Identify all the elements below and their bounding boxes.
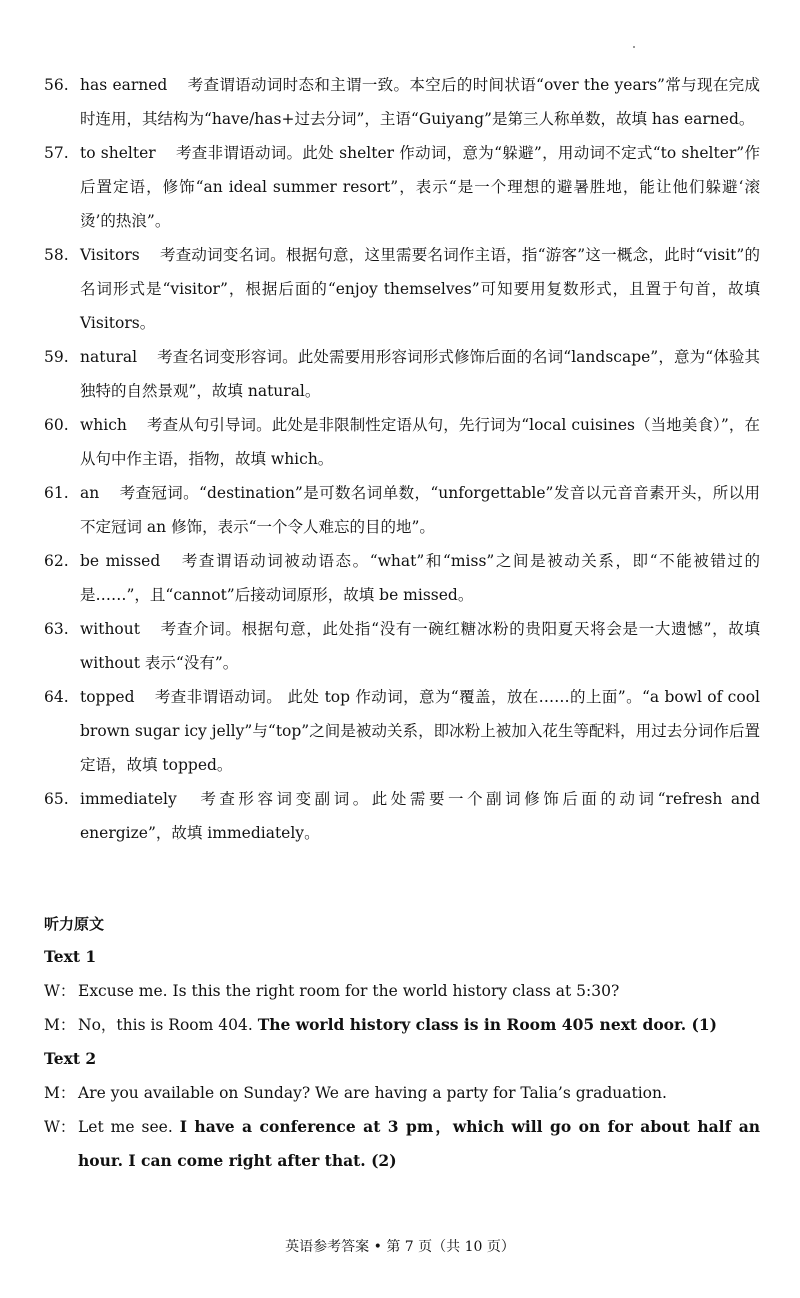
dialogue-text: Are you available on Sunday? We are having a party for Talia’s graduation. [78, 1084, 667, 1102]
answer-number: 56. [44, 76, 69, 94]
answer-explanation: 考查非谓语动词。此处 shelter 作动词，意为“躲避”，用动词不定式“to shelter”作后置定语，修饰“an ideal summer resort”，表示“是一个理想的避暑胜地，能让他们躲避‘滚烫’的热浪”。 [80, 144, 760, 230]
answer-explanation: 考查谓语动词被动语态。“what”和“miss”之间是被动关系，即“不能被错过的是……”，且“cannot”后接动词原形，故填 be missed。 [80, 552, 761, 604]
answer-number: 59. [44, 348, 69, 366]
text-title: Text 2 [44, 1049, 97, 1068]
answer-number: 57. [44, 144, 69, 162]
answer-number: 65. [44, 790, 69, 808]
answer-item [44, 476, 760, 544]
answer-key: immediately [80, 790, 177, 808]
answer-item [44, 136, 760, 238]
answer-number: 63. [44, 620, 69, 638]
answer-explanation: 考查介词。根据句意，此处指“没有一碗红糖冰粉的贵阳夏天将会是一大遗憾”，故填 without 表示“没有”。 [80, 620, 760, 672]
dialogue-text: No，this is Room 404. [78, 1016, 258, 1034]
answer-number: 60. [44, 416, 69, 434]
answer-key: which [80, 416, 127, 434]
transcript-heading: 听力原文 [44, 915, 105, 933]
speaker-label: M： [44, 1084, 76, 1102]
answer-explanations [44, 68, 760, 850]
answer-number: 58. [44, 246, 69, 264]
answer-explanation: 考查冠词。“destination”是可数名词单数，“unforgettable”发音以元音音素开头，所以用不定冠词 an 修饰，表示“一个令人难忘的目的地”。 [80, 484, 760, 536]
answer-item [44, 782, 760, 850]
answer-explanation: 考查从句引导词。此处是非限制性定语从句，先行词为“local cuisines（当地美食）”，在从句中作主语，指物，故填 which。 [80, 416, 760, 468]
answer-key: without [80, 620, 140, 638]
answer-explanation: 考查非谓语动词。 此处 top 作动词，意为“覆盖，放在……的上面”。“a bowl of cool brown sugar icy jelly”与“top”之间是被动关系，即冰粉上被加入花生等配料，用过去分词作后置定语，故填 topped。 [80, 688, 760, 774]
answer-key: natural [80, 348, 138, 366]
dialogue-line [44, 1110, 760, 1178]
listening-transcript [44, 908, 760, 1178]
page-footer: 英语参考答案 • 第 7 页（共 10 页） [285, 1239, 515, 1255]
dialogue-line [44, 1008, 760, 1042]
answer-number: 64. [44, 688, 69, 706]
text-title: Text 1 [44, 947, 97, 966]
answer-key: has earned [80, 76, 168, 94]
dialogue-answer-text: I have a conference at 3 pm，which will go on for about half an hour. I can come right after that. (2) [78, 1117, 761, 1170]
answer-explanation: 考查形容词变副词。此处需要一个副词修饰后面的动词“refresh and energize”，故填 immediately。 [80, 790, 760, 842]
answer-item [44, 680, 760, 782]
answer-explanation: 考查谓语动词时态和主谓一致。本空后的时间状语“over the years”常与现在完成时连用，其结构为“have/has+过去分词”，主语“Guiyang”是第三人称单数，故填 has earned。 [80, 76, 760, 128]
answer-key: to shelter [80, 144, 156, 162]
answer-key: an [80, 484, 100, 502]
dialogue-line [44, 974, 760, 1008]
answer-item [44, 68, 760, 136]
speaker-label: W： [44, 982, 76, 1000]
speaker-label: M： [44, 1016, 76, 1034]
answer-number: 61. [44, 484, 69, 502]
dialogue-answer-text: The world history class is in Room 405 next door. (1) [257, 1015, 717, 1034]
dialogue-line [44, 1076, 760, 1110]
answer-number: 62. [44, 552, 69, 570]
answer-key: Visitors [80, 246, 140, 264]
answer-key: be missed [80, 552, 161, 570]
dialogue-text: Excuse me. Is this the right room for the world history class at 5:30? [78, 982, 620, 1000]
scan-dot [633, 46, 635, 48]
answer-item [44, 408, 760, 476]
speaker-label: W： [44, 1118, 76, 1136]
answer-item [44, 612, 760, 680]
answer-item [44, 544, 760, 612]
answer-item [44, 238, 760, 340]
answer-explanation: 考查动词变名词。根据句意，这里需要名词作主语，指“游客”这一概念，此时“visit”的名词形式是“visitor”，根据后面的“enjoy themselves”可知要用复数形式，且置于句首，故填 Visitors。 [80, 246, 760, 332]
answer-item [44, 340, 760, 408]
dialogue-text: Let me see. [78, 1118, 180, 1136]
answer-key: topped [80, 688, 135, 706]
answer-explanation: 考查名词变形容词。此处需要用形容词形式修饰后面的名词“landscape”，意为“体验其独特的自然景观”，故填 natural。 [80, 348, 760, 400]
